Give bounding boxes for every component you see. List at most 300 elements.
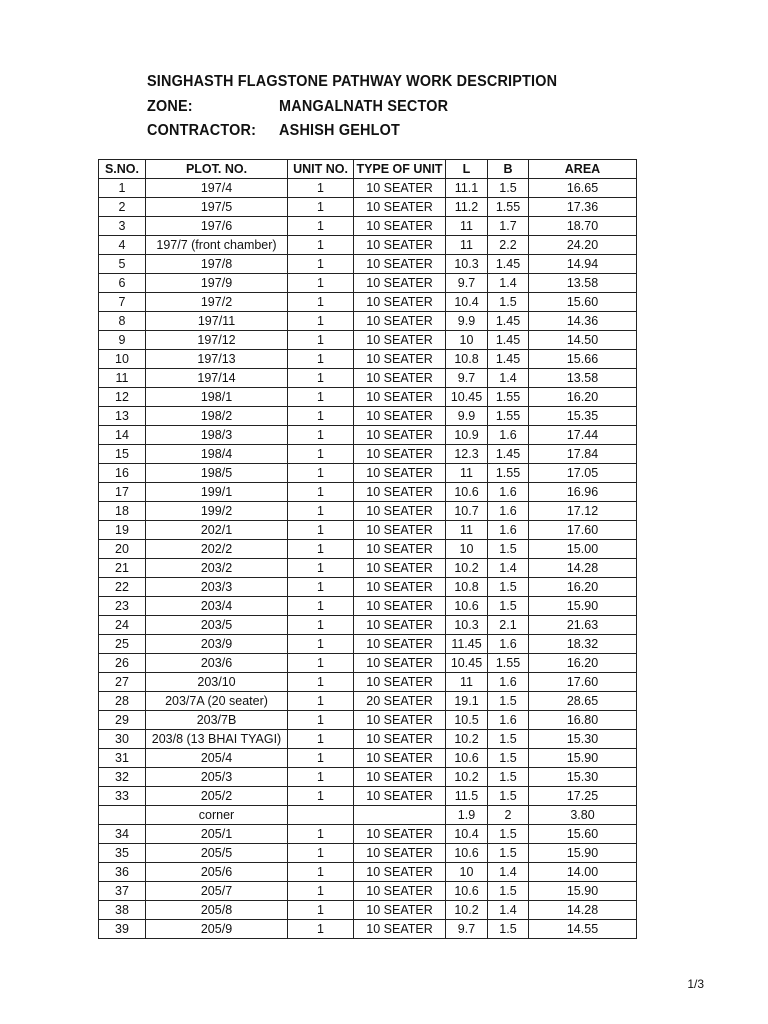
cell-l: 10.4 — [446, 825, 488, 844]
cell-plot-no: 197/13 — [146, 350, 288, 369]
col-header-l: L — [446, 160, 488, 179]
cell-b: 1.6 — [488, 711, 529, 730]
table-row — [99, 274, 637, 293]
cell-plot-no: 203/8 (13 BHAI TYAGI) — [146, 730, 288, 749]
cell-area: 15.90 — [529, 749, 637, 768]
cell-sno: 38 — [99, 901, 146, 920]
cell-area: 15.90 — [529, 844, 637, 863]
table-row — [99, 426, 637, 445]
cell-l: 10.2 — [446, 559, 488, 578]
table-row — [99, 312, 637, 331]
cell-unit-no: 1 — [288, 825, 354, 844]
cell-l: 10.8 — [446, 350, 488, 369]
cell-area: 24.20 — [529, 236, 637, 255]
cell-plot-no: 203/10 — [146, 673, 288, 692]
cell-plot-no: 205/5 — [146, 844, 288, 863]
cell-area: 15.30 — [529, 730, 637, 749]
cell-plot-no: 202/1 — [146, 521, 288, 540]
table-row — [99, 844, 637, 863]
cell-sno: 3 — [99, 217, 146, 236]
cell-b: 1.45 — [488, 350, 529, 369]
cell-plot-no: 205/3 — [146, 768, 288, 787]
cell-unit-no: 1 — [288, 768, 354, 787]
zone-label: ZONE: — [147, 98, 193, 115]
cell-plot-no: 203/9 — [146, 635, 288, 654]
cell-type-of-unit: 10 SEATER — [354, 882, 446, 901]
cell-type-of-unit: 10 SEATER — [354, 540, 446, 559]
cell-area: 14.28 — [529, 901, 637, 920]
cell-type-of-unit: 20 SEATER — [354, 692, 446, 711]
cell-l: 10.45 — [446, 388, 488, 407]
cell-l: 1.9 — [446, 806, 488, 825]
cell-type-of-unit: 10 SEATER — [354, 426, 446, 445]
cell-type-of-unit: 10 SEATER — [354, 749, 446, 768]
cell-type-of-unit: 10 SEATER — [354, 236, 446, 255]
cell-b: 1.5 — [488, 179, 529, 198]
cell-l: 12.3 — [446, 445, 488, 464]
cell-type-of-unit: 10 SEATER — [354, 198, 446, 217]
cell-b: 1.6 — [488, 483, 529, 502]
cell-unit-no: 1 — [288, 407, 354, 426]
cell-plot-no: 197/12 — [146, 331, 288, 350]
cell-type-of-unit: 10 SEATER — [354, 559, 446, 578]
cell-area: 14.36 — [529, 312, 637, 331]
cell-b: 2.2 — [488, 236, 529, 255]
cell-area: 13.58 — [529, 274, 637, 293]
cell-b: 1.55 — [488, 198, 529, 217]
table-row — [99, 730, 637, 749]
cell-type-of-unit — [354, 806, 446, 825]
cell-sno: 28 — [99, 692, 146, 711]
cell-area: 15.60 — [529, 825, 637, 844]
cell-b: 1.5 — [488, 293, 529, 312]
cell-type-of-unit: 10 SEATER — [354, 901, 446, 920]
cell-l: 10.8 — [446, 578, 488, 597]
cell-plot-no: 205/8 — [146, 901, 288, 920]
cell-sno: 22 — [99, 578, 146, 597]
table-row — [99, 825, 637, 844]
cell-plot-no: 203/7A (20 seater) — [146, 692, 288, 711]
cell-plot-no: 198/5 — [146, 464, 288, 483]
cell-area: 17.84 — [529, 445, 637, 464]
cell-l: 10.45 — [446, 654, 488, 673]
cell-area: 18.32 — [529, 635, 637, 654]
cell-type-of-unit: 10 SEATER — [354, 274, 446, 293]
cell-b: 1.6 — [488, 502, 529, 521]
cell-b: 1.6 — [488, 521, 529, 540]
cell-sno: 30 — [99, 730, 146, 749]
table-row — [99, 483, 637, 502]
cell-sno: 12 — [99, 388, 146, 407]
cell-b: 1.5 — [488, 825, 529, 844]
cell-type-of-unit: 10 SEATER — [354, 730, 446, 749]
cell-b: 1.5 — [488, 844, 529, 863]
cell-b: 1.45 — [488, 445, 529, 464]
table-row — [99, 502, 637, 521]
cell-type-of-unit: 10 SEATER — [354, 483, 446, 502]
table-row — [99, 540, 637, 559]
cell-type-of-unit: 10 SEATER — [354, 293, 446, 312]
cell-plot-no: 202/2 — [146, 540, 288, 559]
cell-unit-no: 1 — [288, 369, 354, 388]
cell-sno: 27 — [99, 673, 146, 692]
cell-plot-no: 205/2 — [146, 787, 288, 806]
cell-b: 1.5 — [488, 578, 529, 597]
cell-b: 1.5 — [488, 692, 529, 711]
cell-unit-no: 1 — [288, 844, 354, 863]
table-row — [99, 407, 637, 426]
cell-area: 15.35 — [529, 407, 637, 426]
cell-unit-no: 1 — [288, 198, 354, 217]
cell-l: 10.6 — [446, 882, 488, 901]
cell-unit-no: 1 — [288, 920, 354, 939]
table-row — [99, 597, 637, 616]
cell-sno: 8 — [99, 312, 146, 331]
cell-area: 14.55 — [529, 920, 637, 939]
cell-type-of-unit: 10 SEATER — [354, 445, 446, 464]
cell-type-of-unit: 10 SEATER — [354, 787, 446, 806]
cell-plot-no: 197/5 — [146, 198, 288, 217]
cell-l: 11 — [446, 521, 488, 540]
cell-type-of-unit: 10 SEATER — [354, 369, 446, 388]
col-header-sno: S.NO. — [99, 160, 146, 179]
cell-b: 1.5 — [488, 749, 529, 768]
cell-sno: 2 — [99, 198, 146, 217]
cell-type-of-unit: 10 SEATER — [354, 635, 446, 654]
cell-unit-no: 1 — [288, 464, 354, 483]
table-row — [99, 521, 637, 540]
cell-unit-no: 1 — [288, 540, 354, 559]
cell-area: 15.90 — [529, 597, 637, 616]
cell-plot-no: 203/3 — [146, 578, 288, 597]
table-row — [99, 217, 637, 236]
cell-sno: 19 — [99, 521, 146, 540]
cell-type-of-unit: 10 SEATER — [354, 331, 446, 350]
cell-unit-no: 1 — [288, 901, 354, 920]
table-row — [99, 768, 637, 787]
cell-type-of-unit: 10 SEATER — [354, 616, 446, 635]
cell-b: 1.55 — [488, 407, 529, 426]
cell-type-of-unit: 10 SEATER — [354, 255, 446, 274]
col-header-plot-no: PLOT. NO. — [146, 160, 288, 179]
contractor-label: CONTRACTOR: — [147, 122, 257, 139]
cell-l: 10.4 — [446, 293, 488, 312]
cell-sno: 26 — [99, 654, 146, 673]
cell-sno: 24 — [99, 616, 146, 635]
cell-unit-no: 1 — [288, 730, 354, 749]
cell-l: 11 — [446, 236, 488, 255]
cell-l: 11.1 — [446, 179, 488, 198]
cell-b: 1.55 — [488, 464, 529, 483]
table-row — [99, 616, 637, 635]
cell-sno: 39 — [99, 920, 146, 939]
cell-unit-no — [288, 806, 354, 825]
cell-plot-no: 197/6 — [146, 217, 288, 236]
cell-plot-no: 197/11 — [146, 312, 288, 331]
cell-plot-no: 205/6 — [146, 863, 288, 882]
table-row — [99, 293, 637, 312]
cell-b: 2.1 — [488, 616, 529, 635]
cell-unit-no: 1 — [288, 236, 354, 255]
cell-plot-no: 197/14 — [146, 369, 288, 388]
cell-type-of-unit: 10 SEATER — [354, 825, 446, 844]
table-body — [99, 179, 637, 939]
cell-sno: 37 — [99, 882, 146, 901]
table-row — [99, 578, 637, 597]
cell-b: 1.5 — [488, 882, 529, 901]
table-row — [99, 806, 637, 825]
cell-plot-no: 199/1 — [146, 483, 288, 502]
cell-l: 10.6 — [446, 844, 488, 863]
cell-b: 1.5 — [488, 768, 529, 787]
cell-unit-no: 1 — [288, 426, 354, 445]
cell-b: 2 — [488, 806, 529, 825]
cell-b: 1.45 — [488, 255, 529, 274]
cell-unit-no: 1 — [288, 749, 354, 768]
cell-sno: 14 — [99, 426, 146, 445]
cell-b: 1.6 — [488, 426, 529, 445]
cell-area: 17.44 — [529, 426, 637, 445]
zone-line — [147, 97, 449, 117]
table-row — [99, 331, 637, 350]
cell-plot-no: 197/9 — [146, 274, 288, 293]
cell-plot-no: 203/2 — [146, 559, 288, 578]
cell-area: 15.90 — [529, 882, 637, 901]
cell-area: 17.36 — [529, 198, 637, 217]
table-row — [99, 673, 637, 692]
cell-area: 18.70 — [529, 217, 637, 236]
table-row — [99, 388, 637, 407]
cell-b: 1.4 — [488, 863, 529, 882]
cell-l: 10.9 — [446, 426, 488, 445]
page-number: 1/3 — [687, 977, 704, 991]
cell-sno: 13 — [99, 407, 146, 426]
cell-plot-no: 197/2 — [146, 293, 288, 312]
cell-l: 10 — [446, 540, 488, 559]
cell-b: 1.5 — [488, 787, 529, 806]
cell-unit-no: 1 — [288, 293, 354, 312]
cell-area: 17.60 — [529, 521, 637, 540]
cell-unit-no: 1 — [288, 635, 354, 654]
table-row — [99, 350, 637, 369]
cell-unit-no: 1 — [288, 692, 354, 711]
cell-l: 9.9 — [446, 407, 488, 426]
cell-plot-no: 205/4 — [146, 749, 288, 768]
table-row — [99, 863, 637, 882]
cell-l: 10.6 — [446, 749, 488, 768]
cell-unit-no: 1 — [288, 445, 354, 464]
cell-unit-no: 1 — [288, 217, 354, 236]
cell-sno: 4 — [99, 236, 146, 255]
cell-sno: 32 — [99, 768, 146, 787]
cell-unit-no: 1 — [288, 255, 354, 274]
cell-area: 17.12 — [529, 502, 637, 521]
cell-plot-no: 203/7B — [146, 711, 288, 730]
cell-l: 11 — [446, 217, 488, 236]
col-header-unit-no: UNIT NO. — [288, 160, 354, 179]
cell-plot-no: 198/4 — [146, 445, 288, 464]
table-row — [99, 445, 637, 464]
cell-plot-no: 198/3 — [146, 426, 288, 445]
cell-area: 16.20 — [529, 388, 637, 407]
cell-type-of-unit: 10 SEATER — [354, 863, 446, 882]
cell-l: 10 — [446, 863, 488, 882]
cell-sno: 29 — [99, 711, 146, 730]
table-row — [99, 882, 637, 901]
cell-sno: 23 — [99, 597, 146, 616]
cell-plot-no: 198/1 — [146, 388, 288, 407]
cell-plot-no: 205/9 — [146, 920, 288, 939]
cell-unit-no: 1 — [288, 483, 354, 502]
cell-area: 16.80 — [529, 711, 637, 730]
cell-unit-no: 1 — [288, 388, 354, 407]
cell-type-of-unit: 10 SEATER — [354, 502, 446, 521]
work-description-table — [98, 159, 637, 939]
cell-l: 11 — [446, 673, 488, 692]
cell-plot-no: 197/7 (front chamber) — [146, 236, 288, 255]
cell-unit-no: 1 — [288, 787, 354, 806]
cell-plot-no: 203/6 — [146, 654, 288, 673]
cell-sno: 5 — [99, 255, 146, 274]
document-title — [147, 72, 557, 92]
cell-b: 1.4 — [488, 274, 529, 293]
cell-area: 17.25 — [529, 787, 637, 806]
cell-area: 14.28 — [529, 559, 637, 578]
cell-area: 17.05 — [529, 464, 637, 483]
cell-area: 15.60 — [529, 293, 637, 312]
cell-l: 10.3 — [446, 616, 488, 635]
cell-unit-no: 1 — [288, 179, 354, 198]
cell-area: 15.00 — [529, 540, 637, 559]
table-row — [99, 179, 637, 198]
cell-sno: 34 — [99, 825, 146, 844]
table-row — [99, 464, 637, 483]
cell-plot-no: 203/5 — [146, 616, 288, 635]
cell-sno: 36 — [99, 863, 146, 882]
cell-b: 1.4 — [488, 369, 529, 388]
table-row — [99, 711, 637, 730]
cell-plot-no: 205/1 — [146, 825, 288, 844]
cell-type-of-unit: 10 SEATER — [354, 464, 446, 483]
table-row — [99, 236, 637, 255]
cell-b: 1.45 — [488, 331, 529, 350]
cell-b: 1.4 — [488, 559, 529, 578]
cell-plot-no: 199/2 — [146, 502, 288, 521]
cell-area: 16.96 — [529, 483, 637, 502]
cell-unit-no: 1 — [288, 350, 354, 369]
col-header-type-of-unit: TYPE OF UNIT — [354, 160, 446, 179]
cell-b: 1.5 — [488, 920, 529, 939]
table-row — [99, 901, 637, 920]
cell-b: 1.6 — [488, 635, 529, 654]
cell-b: 1.55 — [488, 654, 529, 673]
cell-type-of-unit: 10 SEATER — [354, 844, 446, 863]
cell-l: 10.7 — [446, 502, 488, 521]
cell-sno: 7 — [99, 293, 146, 312]
cell-sno: 21 — [99, 559, 146, 578]
cell-sno: 25 — [99, 635, 146, 654]
cell-b: 1.5 — [488, 540, 529, 559]
zone-value: MANGALNATH SECTOR — [279, 98, 449, 115]
cell-type-of-unit: 10 SEATER — [354, 920, 446, 939]
cell-type-of-unit: 10 SEATER — [354, 597, 446, 616]
table-row — [99, 692, 637, 711]
cell-unit-no: 1 — [288, 711, 354, 730]
cell-b: 1.55 — [488, 388, 529, 407]
cell-l: 11.45 — [446, 635, 488, 654]
cell-l: 11 — [446, 464, 488, 483]
cell-l: 9.7 — [446, 274, 488, 293]
cell-type-of-unit: 10 SEATER — [354, 407, 446, 426]
cell-plot-no: corner — [146, 806, 288, 825]
cell-unit-no: 1 — [288, 331, 354, 350]
cell-l: 10.6 — [446, 483, 488, 502]
cell-l: 19.1 — [446, 692, 488, 711]
cell-area: 15.30 — [529, 768, 637, 787]
cell-sno: 33 — [99, 787, 146, 806]
table-row — [99, 920, 637, 939]
cell-plot-no: 203/4 — [146, 597, 288, 616]
cell-area: 14.50 — [529, 331, 637, 350]
cell-sno: 11 — [99, 369, 146, 388]
cell-unit-no: 1 — [288, 274, 354, 293]
cell-sno — [99, 806, 146, 825]
col-header-b: B — [488, 160, 529, 179]
cell-l: 10.2 — [446, 768, 488, 787]
cell-sno: 35 — [99, 844, 146, 863]
cell-l: 10.6 — [446, 597, 488, 616]
cell-unit-no: 1 — [288, 673, 354, 692]
contractor-value: ASHISH GEHLOT — [279, 122, 401, 139]
cell-l: 11.2 — [446, 198, 488, 217]
cell-sno: 1 — [99, 179, 146, 198]
cell-sno: 9 — [99, 331, 146, 350]
cell-unit-no: 1 — [288, 521, 354, 540]
cell-area: 15.66 — [529, 350, 637, 369]
table-row — [99, 369, 637, 388]
cell-unit-no: 1 — [288, 559, 354, 578]
cell-l: 10.2 — [446, 901, 488, 920]
cell-unit-no: 1 — [288, 578, 354, 597]
contractor-line — [147, 121, 401, 141]
cell-l: 11.5 — [446, 787, 488, 806]
cell-b: 1.5 — [488, 597, 529, 616]
cell-unit-no: 1 — [288, 312, 354, 331]
col-header-area: AREA — [529, 160, 637, 179]
cell-type-of-unit: 10 SEATER — [354, 711, 446, 730]
table-row — [99, 635, 637, 654]
cell-type-of-unit: 10 SEATER — [354, 768, 446, 787]
cell-sno: 20 — [99, 540, 146, 559]
cell-type-of-unit: 10 SEATER — [354, 312, 446, 331]
table-row — [99, 654, 637, 673]
title-text: SINGHASTH FLAGSTONE PATHWAY WORK DESCRIPTION — [147, 73, 558, 90]
cell-type-of-unit: 10 SEATER — [354, 521, 446, 540]
cell-area: 3.80 — [529, 806, 637, 825]
cell-sno: 18 — [99, 502, 146, 521]
cell-unit-no: 1 — [288, 863, 354, 882]
cell-area: 17.60 — [529, 673, 637, 692]
cell-b: 1.5 — [488, 730, 529, 749]
cell-b: 1.6 — [488, 673, 529, 692]
cell-area: 16.20 — [529, 654, 637, 673]
cell-sno: 6 — [99, 274, 146, 293]
cell-plot-no: 205/7 — [146, 882, 288, 901]
cell-l: 9.7 — [446, 920, 488, 939]
table-row — [99, 198, 637, 217]
cell-l: 10 — [446, 331, 488, 350]
cell-sno: 16 — [99, 464, 146, 483]
